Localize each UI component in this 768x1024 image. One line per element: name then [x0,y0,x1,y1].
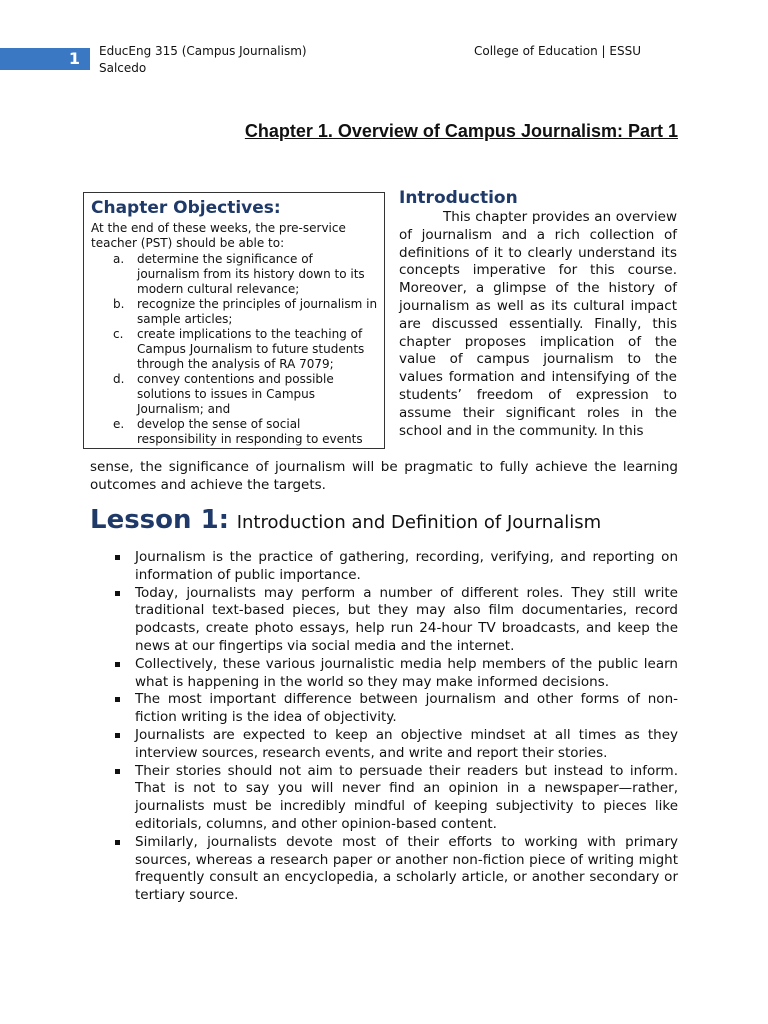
bullet-text: Collectively, these various journalistic media help members of the public learn what is happening in the world so they may make informed decisions. [135,655,678,690]
bullet-square-icon [115,555,120,560]
bullet-square-icon [115,733,120,738]
list-item [110,763,678,834]
objectives-intro: At the end of these weeks, the pre-service teacher (PST) should be able to: [91,221,346,250]
author-name: Salcedo [99,61,147,75]
objective-item [91,417,378,447]
objective-item [91,327,378,372]
introduction-heading: Introduction [399,188,518,208]
bullet-text: Their stories should not aim to persuade their readers but instead to inform. That is not to say you will never find an opinion in a newspaper—rather, journalists must be incredibly mindful of keeping subjectivity to pieces like editorials, columns, and other opinion-based content. [135,762,678,832]
objectives-list [91,252,378,447]
objective-text: determine the significance of journalism from its history down to its modern cultural relevance; [137,252,365,296]
objective-letter: d. [113,372,125,386]
page-number-badge: 1 [0,48,90,70]
bullet-square-icon [115,697,120,702]
bullet-text: Journalists are expected to keep an objective mindset at all times as they interview sources, research events, and write and report their stories. [135,726,678,761]
introduction-paragraph-continued: sense, the significance of journalism will be pragmatic to fully achieve the learning outcomes and achieve the targets. [90,459,678,493]
list-item [110,834,678,905]
bullet-text: Similarly, journalists devote most of their efforts to working with primary sources, whereas a research paper or another non-fiction piece of writing might frequently consult an encyclopedia, a scholarly article, or another secondary or tertiary source. [135,833,678,904]
bullet-text: Today, journalists may perform a number of different roles. They still write traditional text-based pieces, but they may also film documentaries, record podcasts, create photo essays, help run 24-hour TV broadcasts, and keep the news at our fingertips via social media and the internet. [135,584,678,654]
introduction-paragraph: This chapter provides an overview of journalism and a rich collection of definitions of it to clearly understand its concepts imperative for this course. Moreover, a glimpse of the history of journalism as well as its cultural impact are discussed essentially. Finally, this chapter proposes implication of the value of campus journalism to the values formation and intensifying of the students’ freedom of expression to assume their significant roles in the school and in the community. In this [399,209,677,439]
objective-item [91,372,378,417]
objective-text: recognize the principles of journalism in sample articles; [137,297,378,326]
bullet-square-icon [115,662,120,667]
college-name: College of Education | ESSU [474,44,641,58]
bullet-square-icon [115,591,120,596]
objective-text: develop the sense of social responsibility in responding to events [137,417,363,446]
header-left [99,43,307,77]
objective-letter: e. [113,417,125,431]
objective-item [91,297,378,327]
lesson-heading [90,505,601,535]
chapter-title: Chapter 1. Overview of Campus Journalism: Part 1 [244,121,678,141]
bullet-text: Journalism is the practice of gathering, recording, verifying, and reporting on information of public importance. [135,549,678,583]
objective-item [91,252,378,297]
bullet-square-icon [115,840,120,845]
bullet-square-icon [115,769,120,774]
list-item [110,727,678,763]
bullet-text: The most important difference between journalism and other forms of non-fiction writing is the idea of objectivity. [135,691,678,726]
objective-text: create implications to the teaching of Campus Journalism to future students through the analysis of RA 7079; [137,327,365,371]
lesson-number: Lesson 1: [90,505,230,535]
objectives-title: Chapter Objectives: [91,198,281,218]
objective-text: convey contentions and possible solutions to issues in Campus Journalism; and [137,372,334,416]
lesson-bullet-list [110,549,678,905]
objective-letter: b. [113,297,125,311]
chapter-objectives-box [83,192,385,449]
list-item [110,656,678,692]
lesson-title: Introduction and Definition of Journalism [236,512,602,533]
course-name: EducEng 315 (Campus Journalism) [99,44,307,58]
objective-letter: c. [113,327,124,341]
list-item [110,549,678,585]
list-item [110,691,678,727]
list-item [110,585,678,656]
objective-letter: a. [113,252,125,266]
